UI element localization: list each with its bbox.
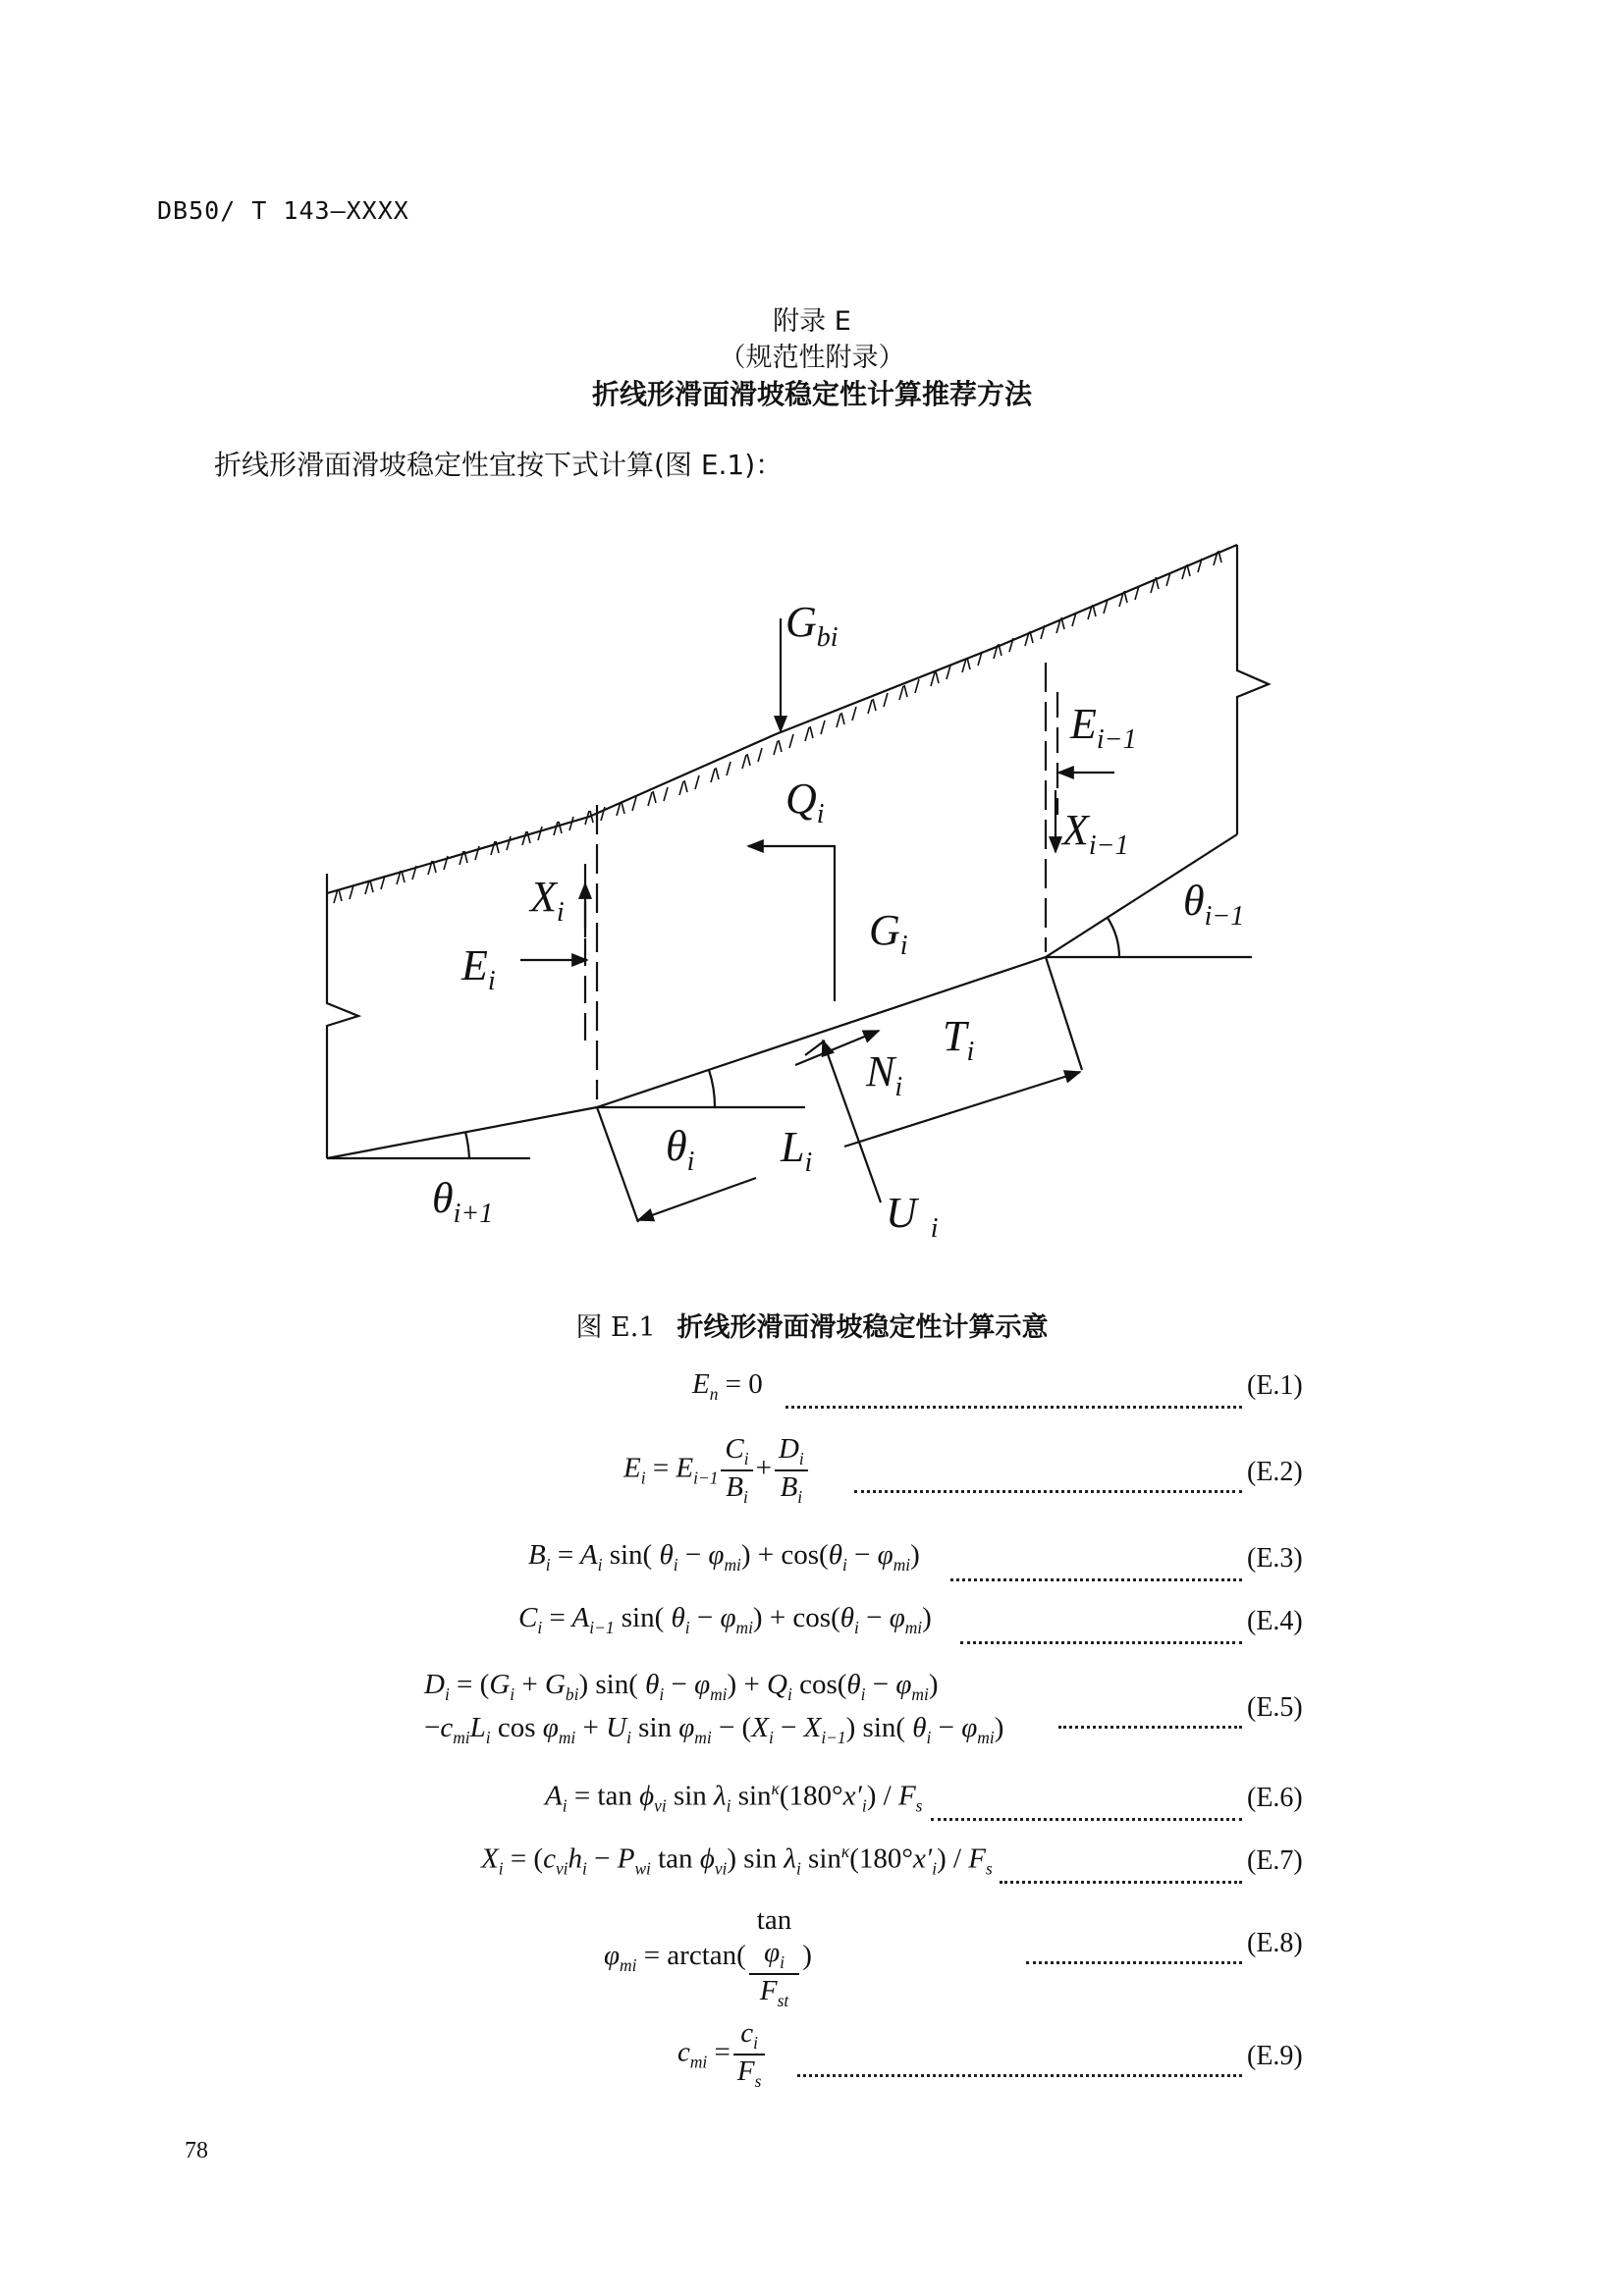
figure-caption: 图 E.1 折线形滑面滑坡稳定性计算示意 xyxy=(575,1312,1049,1343)
label-Gbi: $G_{bi}$ xyxy=(785,598,839,653)
equation-E2: $E_i = E_{i-1}$ $\frac{C_i}{B_i}$ + $\frac{D_i}{B_i}$ (E.2) xyxy=(623,1433,1303,1507)
label-Li: $L_i$ xyxy=(781,1123,813,1178)
appendix-type: （规范性附录） xyxy=(719,343,905,373)
equation-E3: $B_i = A_i$ sin( $\theta_i - \varphi_{mi}) + \cos(\theta_i - \varphi_{mi})$ (E.3) xyxy=(0,1539,1624,1608)
left-boundary xyxy=(327,874,358,1158)
label-theta-i1: $\theta_{i-1}$ xyxy=(1183,877,1245,932)
equation-E8: $\varphi_{mi} = \arctan$( tan $\varphi_i$ $F_{st}$ ) (E.8) xyxy=(604,1904,1303,2010)
label-Qi: $Q_i$ xyxy=(785,774,825,829)
L-arrow xyxy=(638,1178,756,1220)
label-Ei: $E_i$ xyxy=(461,941,496,996)
intro-paragraph: 折线形滑面滑坡稳定性宜按下式计算(图 E.1)： xyxy=(214,449,784,481)
document-code: DB50/ T 143—XXXX xyxy=(157,196,409,225)
landslide-diagram xyxy=(304,520,1306,1266)
appendix-heading: 折线形滑面滑坡稳定性计算推荐方法 xyxy=(591,378,1032,410)
label-Ui: U $_i$ xyxy=(886,1189,939,1244)
equation-E1: $E_n = 0$ (E.1) xyxy=(0,1366,1624,1435)
appendix-title: 附录 E xyxy=(773,306,851,337)
right-boundary xyxy=(1237,545,1269,834)
page-number: 78 xyxy=(185,2138,208,2163)
Qi-arrow xyxy=(748,846,835,1001)
slip-surface xyxy=(327,834,1237,1158)
label-theta-i: $\theta_i$ xyxy=(666,1122,695,1177)
label-Ei1: $E_{i-1}$ xyxy=(1070,700,1137,755)
equation-E7: $X_i = (c_{vi}h_i - P_{wi}$ $\tan \phi_{vi}$) $\sin \lambda_i$ $\sin^\kappa(180^\circ x'_i) / F_s$ (E.7) xyxy=(0,1842,1624,1910)
label-Xi1: $X_{i-1}$ xyxy=(1062,806,1129,861)
label-Gi: $G_i$ xyxy=(869,906,908,961)
label-Xi: $X_i$ xyxy=(530,873,565,928)
label-theta-ip1: $\theta_{i+1}$ xyxy=(432,1174,494,1229)
equation-E4: $C_i = A_{i-1}$ sin( $\theta_i - \varphi_{mi}) + \cos(\theta_i - \varphi_{mi})$ (E.4) xyxy=(0,1602,1624,1671)
equation-E5: $D_i = (G_i + G_{bi})$ sin( $\theta_i - \varphi_{mi}) + Q_i$ $\cos(\theta_i - \varphi_{mi})$ $-c_{mi}L_i$ $\cos \varphi_{mi} + U_i$ $\sin \varphi_{mi} - (X_i - X_{i-1})$ sin( $\theta_i - \varphi_{mi}$) (E.5) xyxy=(424,1669,1303,1747)
equation-E9: $c_{mi}$ = $\frac{c_i}{F_s}$ (E.9) xyxy=(677,2017,1303,2091)
label-Ni: $N_i$ xyxy=(866,1047,903,1102)
equation-E6: $A_i = \tan \phi_{vi}$ $\sin \lambda_i$ $\sin^\kappa(180^\circ x'_i) / F_s$ (E.6) xyxy=(0,1779,1624,1847)
label-Ti: $T_i$ xyxy=(943,1012,975,1067)
